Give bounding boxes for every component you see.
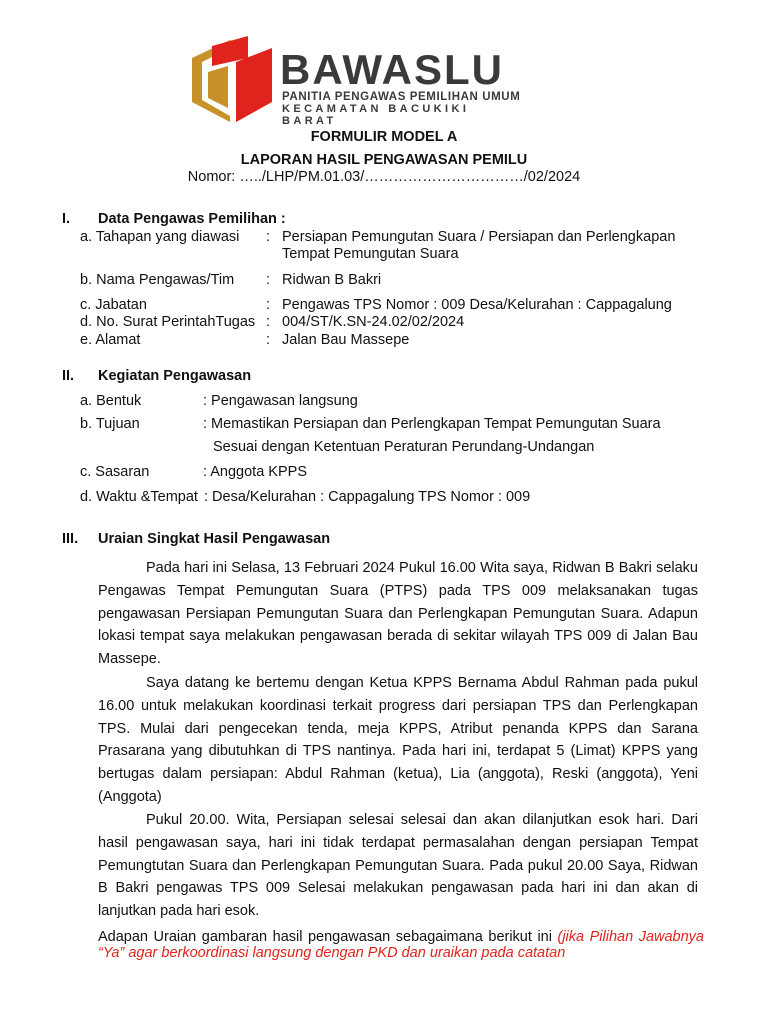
activity-label: b. Tujuan xyxy=(80,416,140,432)
section-2-number: II. xyxy=(62,368,75,384)
form-title: FORMULIR MODEL A xyxy=(310,129,458,145)
activity-value: : Pengawasan langsung xyxy=(203,393,358,409)
field-value: Pengawas TPS Nomor : 009 Desa/Kelurahan : Cappagalung xyxy=(282,297,672,313)
field-separator: : xyxy=(266,272,271,288)
field-label: c. Jabatan xyxy=(80,297,147,313)
report-title: LAPORAN HASIL PENGAWASAN PEMILU xyxy=(240,152,528,168)
logo-subtitle-line2: KECAMATAN BACUKIKI BARAT xyxy=(282,103,470,127)
section-1-title: Data Pengawas Pemilihan : xyxy=(98,211,286,227)
section-3-number: III. xyxy=(62,531,79,547)
field-value: Ridwan B Bakri xyxy=(282,272,382,288)
summary-paragraph-1: Pada hari ini Selasa, 13 Februari 2024 Pukul 16.00 Wita saya, Ridwan B Bakri selaku Pengawas Tempat Pemungutan Suara (PTPS) pada TPS 009 melaksanakan tugas pengawasan Persiapan Pemungutan Suara dan Perlengkapan Pemungutan Suara. Adapun lokasi tempat saya melakukan pengawasan berada di sekitar wilayah TPS 009 di Jalan Bau Massepe. xyxy=(98,560,698,668)
summary-paragraph-2: Saya datang ke bertemu dengan Ketua KPPS Bernama Abdul Rahman pada pukul 16.00 untuk melakukan koordinasi terkait progress dari persiapan TPS dan Perlengkapan TPS. Mulai dari pengecekan tenda, meja KPPS, Atribut penanda KPPS dan Sarana Prasarana yang dibutuhkan di TPS nantinya. Pada hari ini, terdapat 5 (Limat) KPPS yang bertugas dalam persiapan: Abdul Rahman (ketua), Lia (anggota), Reski (anggota), Yeni (Anggota) xyxy=(98,675,698,805)
activity-value: : Anggota KPPS xyxy=(203,464,307,480)
activity-value: : Desa/Kelurahan : Cappagalung TPS Nomor : 009 xyxy=(204,489,531,505)
bawaslu-emblem-icon xyxy=(186,36,278,122)
field-separator: : xyxy=(266,332,271,348)
closing-paragraph xyxy=(98,929,704,961)
field-label: e. Alamat xyxy=(80,332,141,348)
section-2-title: Kegiatan Pengawasan xyxy=(98,368,252,384)
closing-text: Adapan Uraian gambaran hasil pengawasan sebagaimana berikut ini xyxy=(98,929,558,945)
closing-note: (jika Pilihan Jawabnya “Ya” agar berkoordinasi langsung dengan PKD dan uraikan pada catatan xyxy=(98,929,704,961)
activity-value: : Memastikan Persiapan dan Perlengkapan Tempat Pemungutan Suara xyxy=(203,416,661,432)
section-3-title: Uraian Singkat Hasil Pengawasan xyxy=(98,531,331,547)
field-separator: : xyxy=(266,297,271,313)
field-label: d. No. Surat PerintahTugas xyxy=(80,314,256,330)
field-value: Jalan Bau Massepe xyxy=(282,332,410,348)
field-label: a. Tahapan yang diawasi xyxy=(80,229,240,245)
field-separator: : xyxy=(266,229,271,245)
activity-value-continued: Sesuai dengan Ketentuan Peraturan Perundang-Undangan xyxy=(213,439,595,455)
logo-wordmark: BAWASLU xyxy=(280,46,504,93)
activity-label: d. Waktu &Tempat xyxy=(80,489,198,505)
field-value: Persiapan Pemungutan Suara / Persiapan dan Perlengkapan xyxy=(282,229,676,245)
summary-paragraph-3: Pukul 20.00. Wita, Persiapan selesai selesai dan akan dilanjutkan esok hari. Dari hasil pengawasan saya, hari ini tidak terdapat permasalahan dengan persiapan Tempat Pemungtutan Suara dan Perlengkapan Pemungutan Suara. Pada pukul 20.00 Saya, Ridwan B Bakri pengawas TPS 009 Selesai melakukan pengawasan pada hari ini dan akan di lanjutkan pada hari esok. xyxy=(98,812,698,920)
bawaslu-logo xyxy=(186,36,526,127)
field-value: 004/ST/K.SN-24.02/02/2024 xyxy=(282,314,465,330)
logo-subtitle-line1: PANITIA PENGAWAS PEMILIHAN UMUM xyxy=(282,91,521,103)
field-value-continued: Tempat Pemungutan Suara xyxy=(282,246,459,262)
section-1-number: I. xyxy=(62,211,71,227)
activity-label: c. Sasaran xyxy=(80,464,150,480)
field-separator: : xyxy=(266,314,271,330)
field-label: b. Nama Pengawas/Tim xyxy=(80,272,235,288)
report-number: Nomor: …../LHP/PM.01.03/……………………………/02/2024 xyxy=(187,169,581,185)
activity-label: a. Bentuk xyxy=(80,393,142,409)
